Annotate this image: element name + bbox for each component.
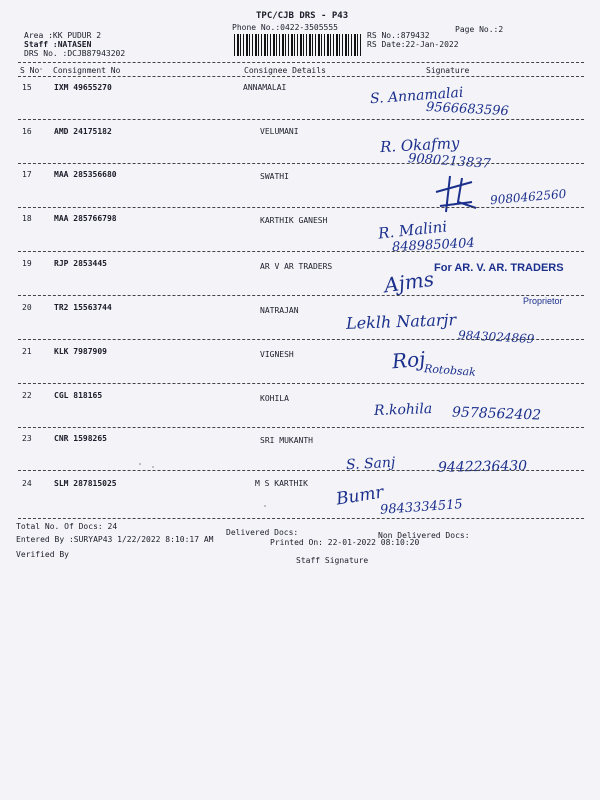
barcode-image (234, 34, 362, 56)
row-consignee: SRI MUKANTH (260, 436, 313, 445)
non-delivered-docs: Non Delivered Docs: (378, 531, 470, 540)
total-docs: Total No. Of Docs: 24 (16, 522, 118, 531)
row-signature: S. Sanj (345, 454, 396, 474)
row-consignee: KOHILA (260, 394, 289, 403)
row-consignment: CGL 818165 (54, 391, 103, 400)
printed-on: Printed On: 22-01-2022 08:10:20 (270, 538, 420, 547)
delivered-docs: Delivered Docs: (226, 528, 299, 537)
row-consignment: AMD 24175182 (54, 127, 112, 136)
row-divider (18, 339, 584, 340)
scan-speck (40, 68, 42, 70)
row-sno: 23 (22, 434, 32, 443)
page-number: Page No.:2 (455, 25, 504, 34)
row-signature-phone: 9080462560 (489, 186, 567, 208)
column-header-consignee: Consignee Details (244, 66, 326, 75)
row-signature: Leklh Natarjr (345, 310, 457, 333)
row-sno: 21 (22, 347, 32, 356)
row-divider (18, 119, 584, 120)
row-sno: 17 (22, 170, 32, 179)
row-signature-phone: Rotobsak (423, 362, 477, 379)
row-consignment: MAA 285356680 (54, 170, 117, 179)
stamp-company: For AR. V. AR. TRADERS (434, 262, 564, 274)
row-signature-phone: 8489850404 (391, 235, 476, 256)
scan-speck (264, 505, 266, 507)
row-consignee: M S KARTHIK (255, 479, 308, 488)
row-consignee: KARTHIK GANESH (260, 216, 328, 225)
column-header-signature: Signature (426, 66, 470, 75)
column-header-sno: S No (20, 66, 40, 75)
row-consignee: VIGNESH (260, 350, 294, 359)
drs-number: DRS No. :DCJB87943202 (24, 49, 126, 58)
row-consignee: VELUMANI (260, 127, 299, 136)
row-sno: 22 (22, 391, 32, 400)
row-signature: Roj (391, 346, 427, 374)
row-consignee: SWATHI (260, 172, 289, 181)
document-title: TPC/CJB DRS - P43 (256, 11, 349, 21)
footer-divider (18, 518, 584, 519)
verified-by: Verified By (16, 550, 69, 559)
row-consignment: RJP 2853445 (54, 259, 107, 268)
row-signature: R. Malini (377, 217, 448, 243)
staff-label: Staff :NATASEN (24, 40, 92, 49)
header-divider-bottom (18, 76, 584, 77)
phone-number: Phone No.:0422-3505555 (232, 23, 338, 32)
row-divider (18, 295, 584, 296)
swathi-signature-scribble (432, 172, 492, 216)
row-sno: 19 (22, 259, 32, 268)
row-consignment: MAA 285766798 (54, 214, 117, 223)
row-signature-phone: 9843334515 (379, 497, 464, 518)
row-divider (18, 383, 584, 384)
staff-signature-label: Staff Signature (296, 556, 369, 565)
entered-by: Entered By :SURYAP43 1/22/2022 8:10:17 AM (16, 535, 214, 544)
row-signature: Bumr (334, 482, 385, 510)
row-sno: 15 (22, 83, 32, 92)
row-sno: 18 (22, 214, 32, 223)
column-header-consignment: Consignment No (53, 66, 121, 75)
stamp-proprietor: Proprietor (523, 296, 563, 306)
header-divider-top (18, 62, 584, 63)
row-sno: 20 (22, 303, 32, 312)
row-divider (18, 163, 584, 164)
row-divider (18, 207, 584, 208)
row-sno: 24 (22, 479, 32, 488)
row-consignment: KLK 7987909 (54, 347, 107, 356)
row-divider (18, 251, 584, 252)
row-consignment: SLM 287815025 (54, 479, 117, 488)
row-signature-phone: 9566683596 (425, 99, 510, 120)
row-divider (18, 470, 584, 471)
row-consignee: AR V AR TRADERS (260, 262, 333, 271)
row-signature-phone: 9442236430 (437, 458, 528, 476)
row-signature-phone: 9080213837 (407, 151, 492, 172)
row-divider (18, 427, 584, 428)
rs-number: RS No.:879432 (367, 31, 430, 40)
row-consignee: NATRAJAN (260, 306, 299, 315)
row-signature: R. Okafmy (379, 133, 460, 157)
row-signature-phone: 9843024869 (457, 328, 535, 346)
rs-date: RS Date:22-Jan-2022 (367, 40, 459, 49)
row-consignment: IXM 49655270 (54, 83, 112, 92)
area-label: Area :KK PUDUR 2 (24, 31, 102, 40)
row-signature: R.kohila (373, 400, 433, 420)
row-consignment: CNR 1598265 (54, 434, 107, 443)
row-signature: S. Annamalai (369, 84, 464, 108)
row-consignment: TR2 15563744 (54, 303, 112, 312)
scan-speck (152, 466, 154, 468)
row-consignee: ANNAMALAI (243, 83, 287, 92)
scan-speck (139, 463, 141, 465)
row-signature-phone: 9578562402 (451, 404, 542, 424)
row-sno: 16 (22, 127, 32, 136)
row-signature: Ajms (382, 266, 436, 298)
